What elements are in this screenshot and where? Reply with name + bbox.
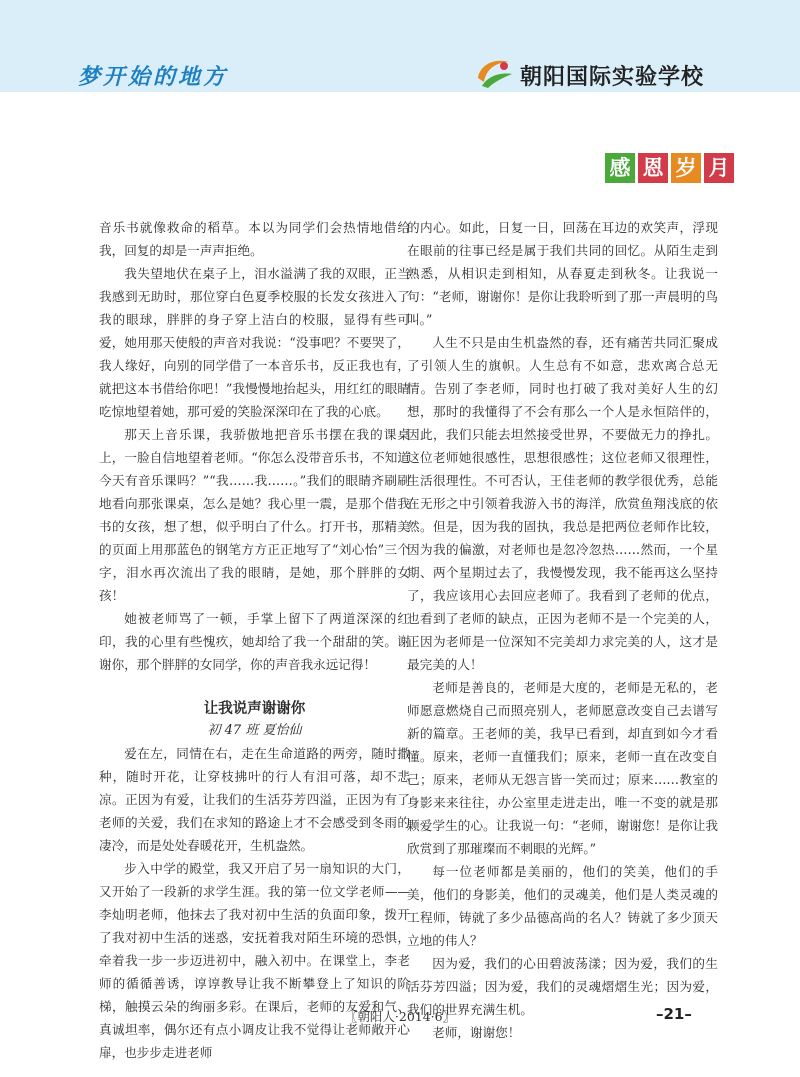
school-name: 朝阳国际实验学校 [520,65,705,90]
paragraph: 步入中学的殿堂，我又开启了另一扇知识的大门，又开始了一段新的求学生涯。我的第一位文学老师——李灿明老师，他抹去了我对初中生活的负面印象，拨开了我对初中生活的迷惑，安抚着我对陌生环境的恐惧，牵着我一步一步迈进初中，融入初中。在课堂上，李老师的循循善诱，谆谆教导让我不断攀登上了知识的阶梯，触摸云朵的绚丽多彩。在课后，老师的友爱和气、真诚坦率，偶尔还有点小调皮让我不觉得让老师敞开心扉，也步步走进老师 [99,861,410,1060]
article-title: 让我说声谢谢你 [203,701,306,717]
section-badge: 感 [605,153,635,183]
article-author: 初 47 班 夏怡仙 [207,723,302,738]
left-column [99,216,410,1064]
page-title: 梦开始的地方 [78,65,229,90]
section-badge: 岁 [671,153,701,183]
paragraph: 老师，谢谢您！ [432,1025,521,1040]
magazine-footer: 〖朝阳人·2014·6〗 [344,1009,456,1024]
paragraph: 我失望地伏在桌子上，泪水溢满了我的双眼，正当我感到无助时，那位穿白色夏季校服的长发女孩进入了我的眼球，胖胖的身子穿上洁白的校服，显得有些可爱，她用那天使般的声音对我说：“没事吧？不要哭了，我人缘好，向别的同学借了一本音乐书，反正我也有，就把这本书借给你吧！”我慢慢地抬起头，用红红的眼睛吃惊地望着她，那可爱的笑脸深深印在了我的心底。 [99,266,410,419]
section-badge: 恩 [638,153,668,183]
paragraph: 爱在左，同情在右，走在生命道路的两旁，随时撒种，随时开花，让穿枝拂叶的行人有泪可落，却不悲凉。正因为有爱，让我们的生活芬芳四溢，正因为有了老师的关爱，我们在求知的路途上才不会感受到冬雨的凄冷，而是处处春暖花开，生机盎然。 [99,746,410,853]
logo-mark-icon [474,56,514,90]
paragraph: 每一位老师都是美丽的，他们的笑美，他们的手美，他们的身影美，他们的灵魂美，他们是人类灵魂的工程师，铸就了多少品德高尚的名人？铸就了多少顶天立地的伟人？ [407,864,718,948]
paragraph: 那天上音乐课，我骄傲地把音乐书摆在我的课桌上，一脸自信地望着老师。“你怎么没带音乐书，不知道今天有音乐课吗？”“我……我……。”我们的眼睛齐刷刷地看向那张课桌，怎么是她？我心里一震，是那个借我书的女孩，想了想，似乎明白了什么。打开书，那精美的页面上用那蓝色的钢笔方方正正地写了“刘心怡”三个字，泪水再次流出了我的眼睛，是她，那个胖胖的女孩！ [99,427,410,603]
school-logo [474,56,724,96]
header-band [0,0,800,92]
paragraph: 的内心。如此，日复一日，回荡在耳边的欢笑声，浮现在眼前的往事已经是属于我们共同的回忆。从陌生走到熟悉，从相识走到相知，从春夏走到秋冬。让我说一句：“老师，谢谢你！是你让我聆听到了那一声晨明的鸟叫。” [407,220,718,327]
paragraph: 因为爱，我们的心田碧波荡漾；因为爱，我们的生活芬芳四溢；因为爱，我们的灵魂熠熠生光；因为爱，我们的世界充满生机。 [407,956,718,1017]
section-badges [605,153,734,183]
paragraph: 老师是善良的，老师是大度的，老师是无私的，老师愿意燃烧自己而照亮别人，老师愿意改变自己去谱写新的篇章。王老师的美，我早已看到，却直到如今才看懂。原来，老师一直懂我们；原来，老师一直在改变自己；原来，老师从无怨言皆一笑而过；原来……教室的身影来来往往，办公室里走进走出，唯一不变的就是那颗爱学生的心。让我说一句：“老师，谢谢您！是你让我欣赏到了那璀璨而不刺眼的光辉。” [407,680,718,856]
paragraph: 她被老师骂了一顿，手掌上留下了两道深深的红印，我的心里有些愧疚，她却给了我一个甜甜的笑。谢谢你，那个胖胖的女同学，你的声音我永远记得！ [99,611,410,672]
right-column [407,216,718,1044]
section-badge: 月 [704,153,734,183]
page-number: –21– [656,1005,692,1023]
paragraph: 音乐书就像救命的稻草。本以为同学们会热情地借给我，回复的却是一声声拒绝。 [99,220,410,258]
paragraph: 人生不只是由生机盎然的春，还有痛苦共同汇聚成了引领人生的旗帜。人生总有不如意，悲欢离合总无情。告别了李老师，同时也打破了我对美好人生的幻想，那时的我懂得了不会有那么一个人是永恒陪伴的，因此，我们只能去坦然接受世界，不要做无力的挣扎。这位老师她很感性，思想很感性；这位老师又很理性，生活很理性。不可否认，王佳老师的教学很优秀，总能在无形之中引领着我游入书的海洋，欣赏鱼翔浅底的依然。但是，因为我的固执，我总是把两位老师作比较，因为我的偏激，对老师也是忽冷忽热……然而，一个星期、两个星期过去了，我慢慢发现，我不能再这么坚持了，我应该用心去回应老师了。我看到了老师的优点，也看到了老师的缺点，正因为老师不是一个完美的人，正因为老师是一位深知不完美却力求完美的人，这才是最完美的人！ [407,335,718,672]
